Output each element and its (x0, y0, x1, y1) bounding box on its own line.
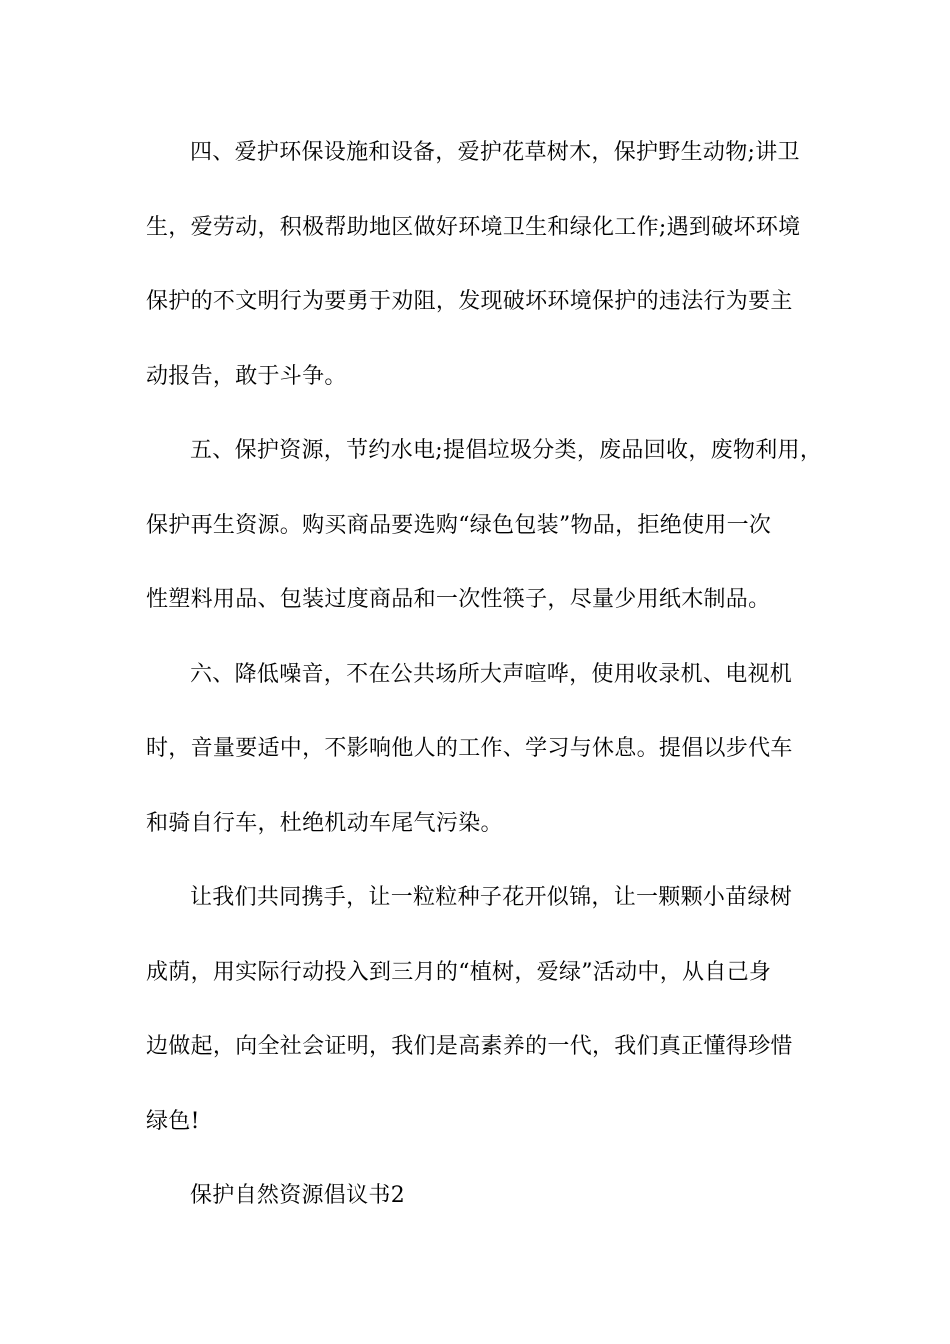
text-line: 和骑自行车，杜绝机动车尾气污染。 (146, 810, 503, 836)
text-line: 让我们共同携手，让一粒粒种子花开似锦，让一颗颗小苗绿树 (190, 885, 793, 910)
paragraph-closing-appeal (146, 861, 816, 1159)
text-line: 生，爱劳动，积极帮助地区做好环境卫生和绿化工作;遇到破坏环境 (146, 214, 801, 240)
text-line: 时，音量要适中，不影响他人的工作、学习与休息。提倡以步代车 (146, 736, 793, 761)
text-line: 边做起，向全社会证明，我们是高素养的一代，我们真正懂得珍惜 (146, 1034, 793, 1059)
paragraph-section-five (146, 414, 823, 638)
text-line: 绿色! (146, 1108, 200, 1134)
paragraph-section-four (146, 116, 816, 414)
document-body (146, 116, 823, 1234)
text-line: 性塑料用品、包装过度商品和一次性筷子，尽量少用纸木制品。 (146, 587, 771, 612)
paragraph-section-six (146, 638, 816, 862)
text-line: 四、爱护环保设施和设备，爱护花草树木，保护野生动物;讲卫 (190, 140, 800, 165)
text-line: 五、保护资源，节约水电;提倡垃圾分类，废品回收，废物利用， (190, 438, 823, 463)
section-heading (146, 1159, 816, 1234)
text-line: 保护的不文明行为要勇于劝阻，发现破坏环境保护的违法行为要主 (146, 289, 793, 314)
text-line: 六、降低噪音，不在公共场所大声喧哗，使用收录机、电视机 (190, 661, 793, 687)
heading-line: 保护自然资源倡议书2 (190, 1183, 405, 1208)
text-line: 动报告，敢于斗争。 (146, 363, 347, 389)
text-line: 成荫，用实际行动投入到三月的“植树，爱绿”活动中，从自己身 (146, 959, 772, 985)
text-line: 保护再生资源。购买商品要选购“绿色包装”物品，拒绝使用一次 (146, 512, 772, 538)
